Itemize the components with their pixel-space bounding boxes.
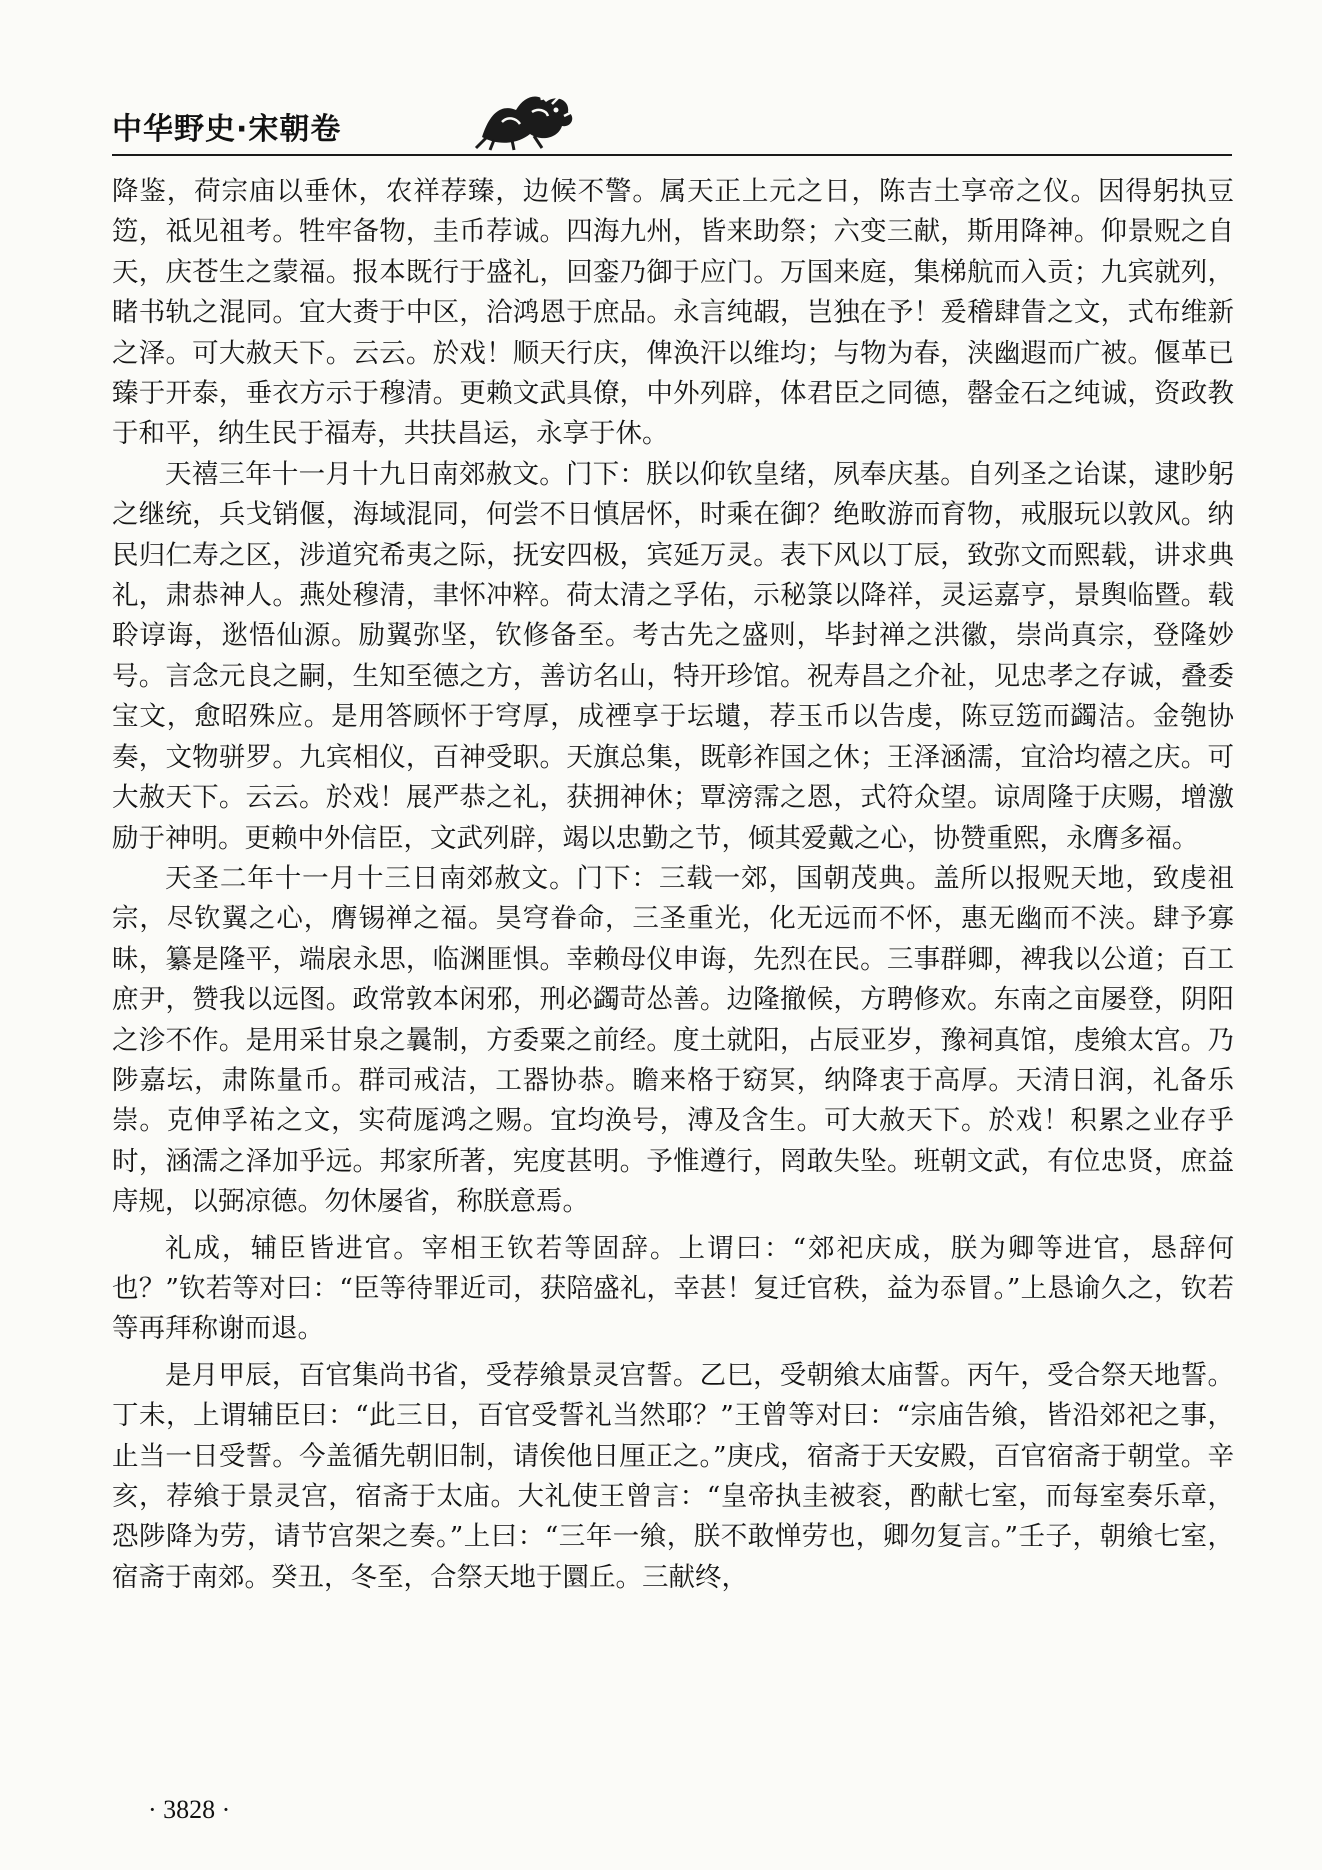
- book-title: 中华野史·宋朝卷: [112, 112, 342, 147]
- body-text: [112, 172, 1234, 1598]
- paragraph: 天禧三年十一月十九日南郊赦文。门下：朕以仰钦皇绪，夙奉庆基。自列圣之诒谋，逮眇躬之继统，兵戈销偃，海域混同，何尝不日慎居怀，时乘在御？绝畋游而育物，戒服玩以敦风。纳民归仁寿之区，涉道究希夷之际，抚安四极，宾延万灵。表下风以丁辰，致弥文而熙载，讲求典礼，肃恭神人。燕处穆清，聿怀冲粹。荷太清之孚佑，示秘箓以降祥，灵运嘉亨，景舆临暨。载聆谆诲，逖悟仙源。励翼弥坚，钦修备至。考古先之盛则，毕封禅之洪徽，崇尚真宗，登隆妙号。言念元良之嗣，生知至德之方，善访名山，特开珍馆。祝寿昌之介祉，见忠孝之存诚，叠委宝文，愈昭殊应。是用答顾怀于穹厚，成禋享于坛壝，荐玉币以告虔，陈豆笾而蠲洁。金匏协奏，文物骈罗。九宾相仪，百神受职。天旗总集，既彰祚国之休；王泽涵濡，宜洽均禧之庆。可大赦天下。云云。於戏！展严恭之礼，获拥神休；覃滂霈之恩，式符众望。谅周隆于庆赐，增激励于神明。更赖中外信臣，文武列辟，竭以忠勤之节，倾其爱戴之心，协赞重熙，永膺多福。: [112, 458, 1234, 854]
- page-header: [112, 70, 1232, 165]
- paragraph: 天圣二年十一月十三日南郊赦文。门下：三载一郊，国朝茂典。盖所以报贶天地，致虔祖宗，尽钦翼之心，膺锡禅之福。昊穹眷命，三圣重光，化无远而不怀，惠无幽而不浃。肆予寡昧，纂是隆平，端扆永思，临渊匪惧。幸赖母仪申诲，先烈在民。三事群卿，裨我以公道；百工庶尹，赞我以远图。政常敦本闲邪，刑必蠲苛怂善。边隆撤候，方聘修欢。东南之亩屡登，阴阳之沴不作。是用采甘泉之曩制，方委粟之前经。度土就阳，占辰亚岁，豫祠真馆，虔飨太宫。乃陟嘉坛，肃陈量币。群司戒洁，工器协恭。瞻来格于窈冥，纳降衷于高厚。天清日润，礼备乐崇。克伸孚祐之文，实荷厖鸿之赐。宜均涣号，溥及含生。可大赦天下。於戏！积累之业存乎时，涵濡之泽加乎远。邦家所著，宪度甚明。予惟遵行，罔敢失坠。班朝文武，有位忠贤，庶益庤规，以弼凉德。勿休屡省，称朕意焉。: [112, 862, 1234, 1218]
- paragraph: 是月甲辰，百官集尚书省，受荐飨景灵宫誓。乙巳，受朝飨太庙誓。丙午，受合祭天地誓。丁未，上谓辅臣曰：“此三日，百官受誓礼当然耶？”王曾等对曰：“宗庙告飨，皆沿郊祀之事，止当一日受誓。今盖循先朝旧制，请俟他日厘正之。”庚戌，宿斋于天安殿，百官宿斋于朝堂。辛亥，荐飨于景灵宫，宿斋于太庙。大礼使王曾言：“皇帝执圭被衮，酌献七室，而每室奏乐章，恐陟降为劳，请节宫架之奏。”上曰：“三年一飨，朕不敢惮劳也，卿勿复言。”壬子，朝飨七室，宿斋于南郊。癸丑，冬至，合祭天地于圜丘。三献终，: [112, 1359, 1235, 1593]
- paragraph: 降鉴，荷宗庙以垂休，农祥荐臻，边候不警。属天正上元之日，陈吉土享帝之仪。因得躬执豆笾，祗见祖考。牲牢备物，圭币荐诚。四海九州，皆来助祭；六变三献，斯用降神。仰景贶之自天，庆苍生之蒙福。报本既行于盛礼，回銮乃御于应门。万国来庭，集梯航而入贡；九宾就列，睹书轨之混同。宜大赉于中区，洽鸿恩于庶品。永言纯嘏，岂独在予！爰稽肆眚之文，式布维新之泽。可大赦天下。云云。於戏！顺天行庆，俾涣汗以维均；与物为春，浃幽遐而广被。偃革已臻于开泰，垂衣方示于穆清。更赖文武具僚，中外列辟，体君臣之同德，罄金石之纯诚，资政教于和平，纳生民于福寿，共扶昌运，永享于休。: [112, 176, 1234, 450]
- paragraph: 礼成，辅臣皆进官。宰相王钦若等固辞。上谓曰：“郊祀庆成，朕为卿等进官，恳辞何也？”钦若等对曰：“臣等待罪近司，获陪盛礼，幸甚！复迁官秩，益为忝冒。”上恳谕久之，钦若等再拜称谢而退。: [112, 1232, 1234, 1345]
- header-divider: [112, 154, 1232, 156]
- page-number: · 3828 ·: [148, 1795, 231, 1824]
- dragon-emblem-icon: [472, 82, 582, 152]
